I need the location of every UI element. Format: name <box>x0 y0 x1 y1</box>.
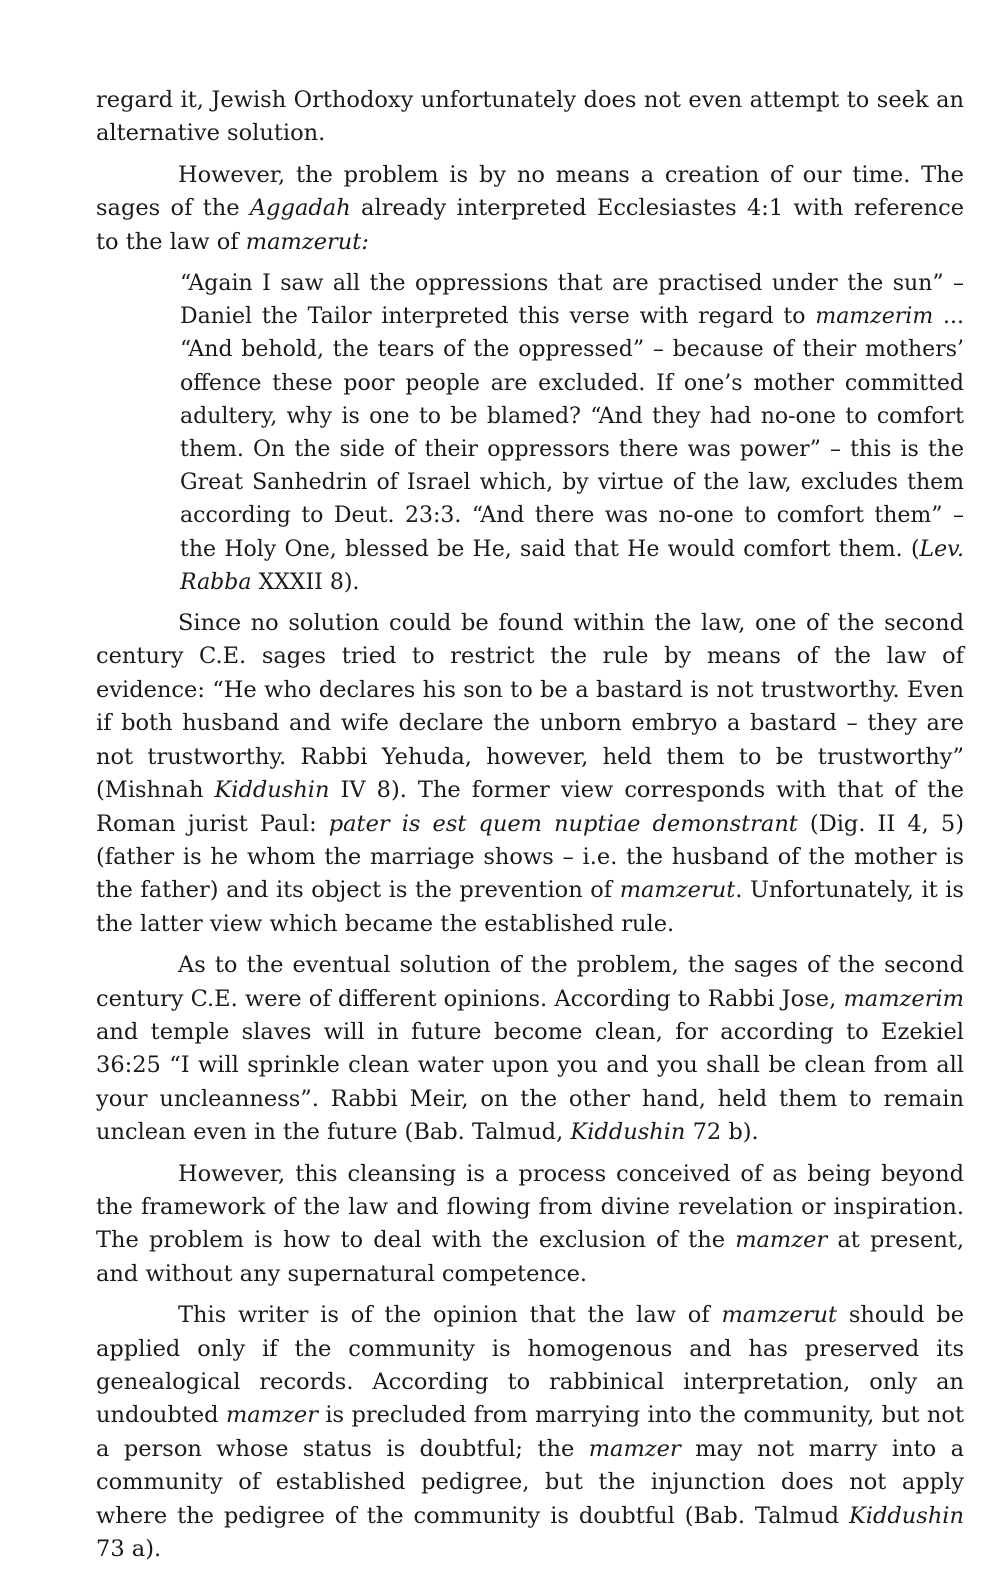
text-run: already interpreted Ecclesiastes 4:1 with reference to the law of <box>96 195 965 255</box>
block-quote <box>180 267 964 599</box>
italic-term: Kiddushin <box>214 777 330 804</box>
italic-term: Aggadah <box>249 195 351 222</box>
text-run: and temple slaves will in future become clean, for according to Ezekiel 36:25 “I will sprinkle clean water upon you and you shall be clean from all your uncleanness”. Rabbi Meir, on the other hand, held them to remain unclean even in the future (Bab. Talmud, <box>96 1018 964 1146</box>
paragraph <box>96 607 964 941</box>
text-run: However, the problem is by no means a creation of our time. The sages of the <box>96 161 964 222</box>
paragraph <box>96 1299 964 1566</box>
text-run: . Unfortunately, it is the latter view which became the established rule. <box>96 877 964 937</box>
paragraph <box>96 1158 964 1292</box>
text-run: 72 b). <box>685 1119 759 1146</box>
text-run: XXXII 8). <box>251 569 360 595</box>
body-text <box>96 84 964 1574</box>
paragraph <box>96 159 964 259</box>
text-run: at present, and without any supernatural competence. <box>96 1227 965 1287</box>
text-run: regard it, Jewish Orthodoxy unfortunately does not even attempt to seek an alternative solution. <box>96 87 964 147</box>
italic-term: mamzer <box>588 1435 681 1462</box>
text-run: As to the eventual solution of the problem, the sages of the second century C.E. were of different opinions. According to Rabbi Jose, <box>96 952 964 1012</box>
italic-term: Lev. Rabba <box>180 536 964 595</box>
text-run: This writer is of the opinion that the law of <box>178 1302 722 1329</box>
text-run: should be applied only if the community is homogenous and has preserved its genealogical records. According to rabbinical interpretation, only an undoubted <box>96 1302 965 1429</box>
italic-term: mamzerut: <box>245 228 369 255</box>
text-run: IV 8). The former view corresponds with that of the Roman jurist Paul: <box>96 777 964 837</box>
italic-term: Kiddushin <box>570 1119 686 1146</box>
text-run: However, this cleansing is a process conceived of as being beyond the framework of the law and flowing from divine revelation or inspiration. The problem is how to deal with the exclusion of the <box>96 1160 964 1254</box>
text-run: Since no solution could be found within the law, one of the second century C.E. sages tried to restrict the rule by means of the law of evidence: “He who declares his son to be a bastard is not trustworthy. Even if both husband and wife declare the unborn embryo a bastard – they are not trustworthy. Rabbi Yehuda, however, held them to be trustworthy” (Mishnah <box>96 610 964 804</box>
paragraph-continued <box>96 84 964 151</box>
paragraph <box>96 949 964 1149</box>
italic-term: mamzerim <box>843 985 964 1012</box>
text-run: may not marry into a community of established pedigree, but the injunction does not apply where the pedigree of the community is doubtful (Bab. Talmud <box>96 1435 964 1529</box>
text-run: 73 a). <box>96 1536 162 1563</box>
italic-term: pater is est quem nuptiae demonstrant <box>328 810 798 837</box>
text-run: is precluded from marrying into the community, but not a person whose status is doubtful; the <box>96 1402 964 1462</box>
italic-term: mamzer <box>735 1227 828 1254</box>
italic-term: mamzerut <box>721 1302 838 1329</box>
text-run: ... “And behold, the tears of the oppressed” – because of their mothers’ offence these poor people are excluded. If one’s mother committed adultery, why is one to be blamed? “And they had no-one to comfort them. On the side of their oppressors there was power” – this is the Great Sanhedrin of Israel which, by virtue of the law, excludes them according to Deut. 23:3. “And there was no-one to comfort them” – the Holy One, blessed be He, said that He would comfort them. ( <box>180 304 964 562</box>
italic-term: mamzerut <box>619 877 736 904</box>
text-run: (Dig. II 4, 5) (father is he whom the marriage shows – i.e. the husband of the mother is the father) and its object is the prevention of <box>96 810 964 904</box>
italic-term: mamzer <box>225 1402 318 1429</box>
text-run: “Again I saw all the oppressions that are practised under the sun” – Daniel the Tailor interpreted this verse with regard to <box>180 271 964 330</box>
italic-term: Kiddushin <box>848 1502 964 1529</box>
italic-term: mamzerim <box>815 304 934 330</box>
